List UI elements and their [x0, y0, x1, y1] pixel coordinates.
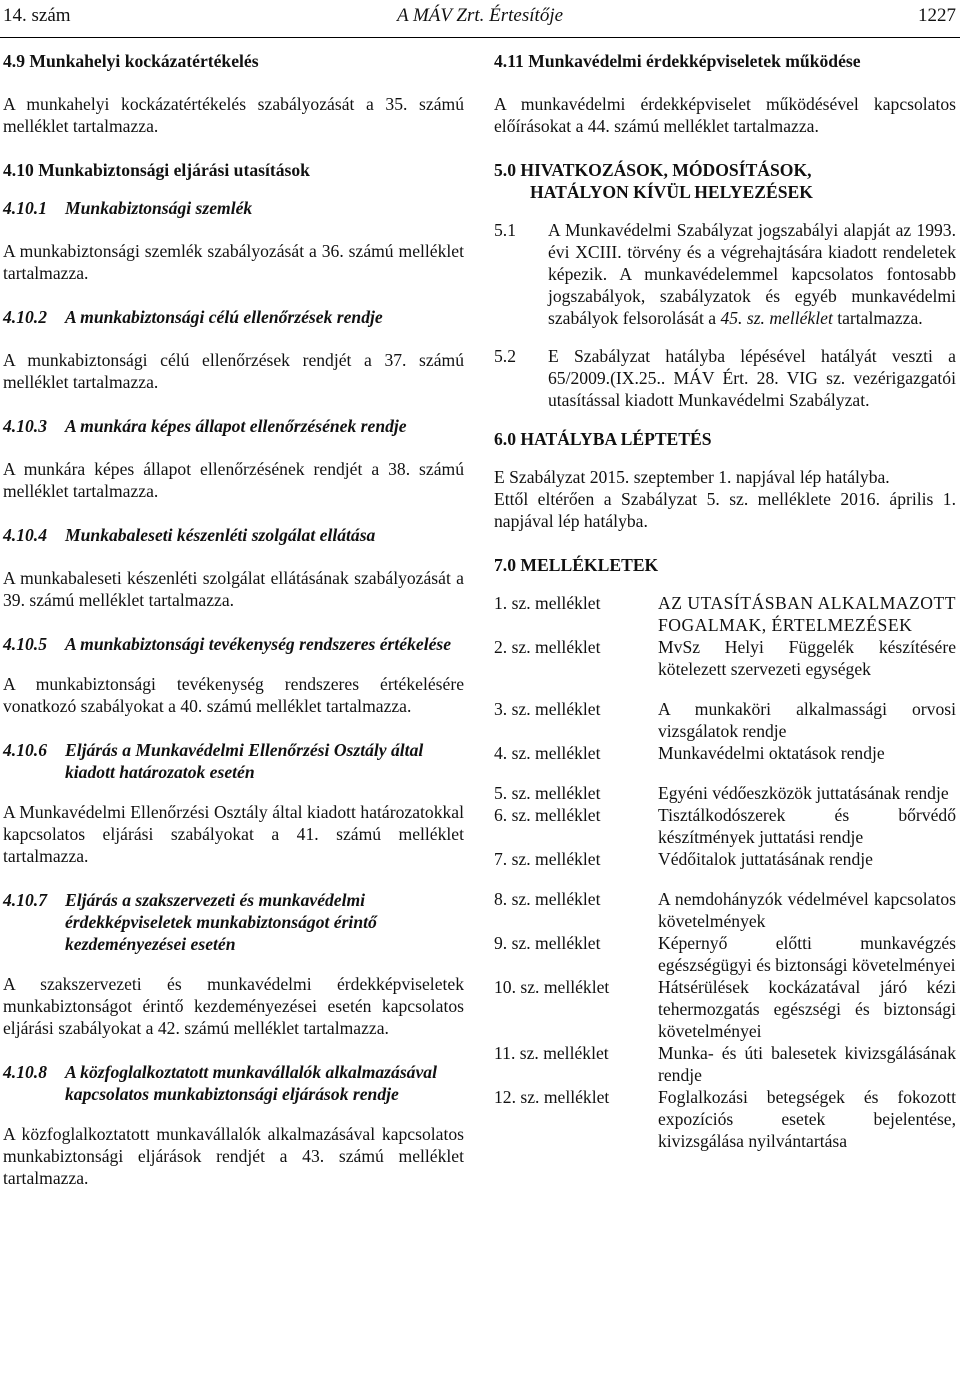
section-4-10-4-body: A munkabaleseti készenléti szolgálat ellátásának szabályozását a 39. számú melléklet tartalmazza. — [3, 568, 464, 610]
annex-item — [494, 804, 956, 848]
annex-item — [494, 848, 956, 870]
section-4-10-8-num: 4.10.8 — [3, 1062, 47, 1082]
section-4-10-3-num: 4.10.3 — [3, 416, 47, 436]
section-4-10-8-body: A közfoglalkoztatott munkavállalók alkalmazásával kapcsolatos munkabiztonsági eljárások rendjét a 43. számú melléklet tartalmazza. — [3, 1124, 464, 1188]
section-4-10-3-body: A munkára képes állapot ellenőrzésének rendjét a 38. számú melléklet tartalmazza. — [3, 459, 464, 501]
section-4-10-7-heading — [3, 889, 464, 955]
section-4-10-6-body: A Munkavédelmi Ellenőrzési Osztály által kiadott határozatokkal kapcsolatos eljárási szabályokat a 41. számú melléklet tartalmazza. — [3, 802, 464, 866]
annex-title: Tisztálkodószerek és bőrvédő készítmények juttatási rendje — [658, 805, 956, 847]
annex-title: Egyéni védőeszközök juttatásának rendje — [658, 783, 949, 803]
section-5-2-body: E Szabályzat hatályba lépésével hatályát veszti a 65/2009.(IX.25.. MÁV Ért. 28. VIG sz. vezérigazgatói utasítással kiadott Munkavédelmi Szabályzat. — [548, 346, 956, 410]
page-header — [0, 0, 960, 40]
annex-num: 7. sz. melléklet — [494, 849, 601, 869]
annex-num: 6. sz. melléklet — [494, 805, 601, 825]
annex-item — [494, 976, 956, 1042]
section-4-10-6-heading — [3, 739, 464, 783]
annex-num: 2. sz. melléklet — [494, 637, 601, 657]
section-4-10-6-title: Eljárás a Munkavédelmi Ellenőrzési Osztály által kiadott határozatok esetén — [65, 740, 424, 782]
section-4-10-7-num: 4.10.7 — [3, 890, 47, 910]
section-4-10-4-title: Munkabaleseti készenléti szolgálat ellátása — [65, 525, 376, 545]
section-5-1-num: 5.1 — [494, 220, 516, 240]
annex-num: 10. sz. melléklet — [494, 977, 610, 997]
section-4-10-6-num: 4.10.6 — [3, 740, 47, 760]
annex-title: AZ UTASÍTÁSBAN ALKALMAZOTT FOGALMAK, ÉRTELMEZÉSEK — [658, 593, 956, 635]
section-4-11-body: A munkavédelmi érdekképviselet működésével kapcsolatos előírásokat a 44. számú melléklet tartalmazza. — [494, 94, 956, 136]
annex-title: A munkaköri alkalmassági orvosi vizsgálatok rendje — [658, 699, 956, 741]
section-4-10-2-body: A munkabiztonsági célú ellenőrzések rendjét a 37. számú melléklet tartalmazza. — [3, 350, 464, 392]
journal-title: A MÁV Zrt. Értesítője — [396, 5, 564, 26]
section-4-9-title: 4.9 Munkahelyi kockázatértékelés — [3, 51, 259, 71]
section-4-10-5-title: A munkabiztonsági tevékenység rendszeres értékelése — [65, 634, 452, 654]
section-4-10-8-heading — [3, 1061, 464, 1105]
annex-item — [494, 636, 956, 680]
section-5-1-body — [548, 219, 956, 329]
section-4-11-title: 4.11 Munkavédelmi érdekképviseletek működése — [494, 51, 861, 71]
annex-num: 12. sz. melléklet — [494, 1087, 610, 1107]
section-4-10-5-heading — [3, 633, 464, 655]
annex-item — [494, 698, 956, 742]
annex-num: 8. sz. melléklet — [494, 889, 601, 909]
annex-num: 1. sz. melléklet — [494, 593, 601, 613]
page-number: 1227 — [918, 5, 956, 26]
section-4-10-1-num: 4.10.1 — [3, 198, 47, 218]
annex-list — [494, 592, 956, 1152]
section-5-1-text-end: tartalmazza. — [832, 308, 923, 328]
annex-title: A nemdohányzók védelmével kapcsolatos követelmények — [658, 889, 956, 931]
section-4-10-title: 4.10 Munkabiztonsági eljárási utasítások — [3, 160, 310, 180]
annex-num: 3. sz. melléklet — [494, 699, 601, 719]
annex-item — [494, 932, 956, 976]
section-4-10-4-num: 4.10.4 — [3, 525, 47, 545]
section-6-0-body-1: E Szabályzat 2015. szeptember 1. napjával lép hatályba. — [494, 467, 890, 487]
issue-number: 14. szám — [3, 5, 71, 26]
annex-title: MvSz Helyi Függelék készítésére kötelezett szervezeti egységek — [658, 637, 956, 679]
section-5-0-title-line1: 5.0 HIVATKOZÁSOK, MÓDOSÍTÁSOK, — [494, 160, 812, 180]
section-4-10-1-title: Munkabiztonsági szemlék — [65, 198, 253, 218]
section-5-1 — [494, 219, 956, 329]
annex-title: Hátsérülések kockázatával járó kézi tehermozgatás egészségi és biztonsági követelményei — [658, 977, 956, 1041]
section-4-10-5-body: A munkabiztonsági tevékenység rendszeres értékelésére vonatkozó szabályokat a 40. számú melléklet tartalmazza. — [3, 674, 464, 716]
annex-title: Munkavédelmi oktatások rendje — [658, 743, 885, 763]
section-6-0-title: 6.0 HATÁLYBA LÉPTETÉS — [494, 429, 712, 449]
section-4-10-1-body: A munkabiztonsági szemlék szabályozását a 36. számú melléklet tartalmazza. — [3, 241, 464, 283]
section-5-0-title-line2: HATÁLYON KÍVÜL HELYEZÉSEK — [530, 182, 813, 202]
annex-num: 9. sz. melléklet — [494, 933, 601, 953]
section-5-1-annex-ref: 45. sz. melléklet — [720, 308, 833, 328]
section-4-10-3-heading — [3, 415, 464, 437]
section-4-10-4-heading — [3, 524, 464, 546]
section-4-10-1-heading — [3, 197, 464, 219]
section-6-0-body-2: Ettől eltérően a Szabályzat 5. sz. melléklete 2016. április 1. napjával lép hatályba. — [494, 489, 956, 531]
section-4-10-7-title: Eljárás a szakszervezeti és munkavédelmi érdekképviseletek munkabiztonságot érintő kezdeményezései esetén — [65, 890, 377, 954]
annex-item — [494, 742, 956, 764]
annex-item — [494, 1086, 956, 1152]
section-5-2 — [494, 345, 956, 411]
annex-title: Munka- és úti balesetek kivizsgálásának rendje — [658, 1043, 956, 1085]
right-column — [494, 45, 956, 1152]
annex-num: 11. sz. melléklet — [494, 1043, 609, 1063]
section-4-10-8-title: A közfoglalkoztatott munkavállalók alkalmazásával kapcsolatos munkabiztonsági eljárások rendje — [65, 1062, 437, 1104]
section-4-9-body: A munkahelyi kockázatértékelés szabályozását a 35. számú melléklet tartalmazza. — [3, 94, 464, 136]
annex-title: Védőitalok juttatásának rendje — [658, 849, 873, 869]
annex-item — [494, 1042, 956, 1086]
section-4-10-2-num: 4.10.2 — [3, 307, 47, 327]
annex-item — [494, 888, 956, 932]
section-5-1-text: A Munkavédelmi Szabályzat jogszabályi alapját az 1993. évi XCIII. törvény és a végrehajtására kiadott rendeletek képezik. A munkavédelemmel kapcsolatos fontosabb jogszabályok, szabályzatok és egyéb munkavédelmi szabályok felsorolását a — [548, 220, 956, 328]
section-4-10-5-num: 4.10.5 — [3, 634, 47, 654]
annex-title: Foglalkozási betegségek és fokozott expozíciós esetek bejelentése, kivizsgálása nyilvántartása — [658, 1087, 956, 1151]
annex-num: 5. sz. melléklet — [494, 783, 601, 803]
section-5-2-num: 5.2 — [494, 346, 516, 366]
annex-num: 4. sz. melléklet — [494, 743, 601, 763]
section-7-0-title: 7.0 MELLÉKLETEK — [494, 555, 659, 575]
annex-item — [494, 592, 956, 636]
section-4-10-2-title: A munkabiztonsági célú ellenőrzések rendje — [65, 307, 383, 327]
section-4-10-3-title: A munkára képes állapot ellenőrzésének rendje — [65, 416, 407, 436]
section-4-10-7-body: A szakszervezeti és munkavédelmi érdekképviseletek munkabiztonságot érintő kezdeményezései esetén kapcsolatos eljárási szabályokat a 42. számú melléklet tartalmazza. — [3, 974, 464, 1038]
left-column — [3, 45, 464, 1189]
section-4-10-2-heading — [3, 306, 464, 328]
header-rule — [0, 37, 960, 38]
annex-title: Képernyő előtti munkavégzés egészségügyi és biztonsági követelményei — [658, 933, 956, 975]
annex-item — [494, 782, 956, 804]
